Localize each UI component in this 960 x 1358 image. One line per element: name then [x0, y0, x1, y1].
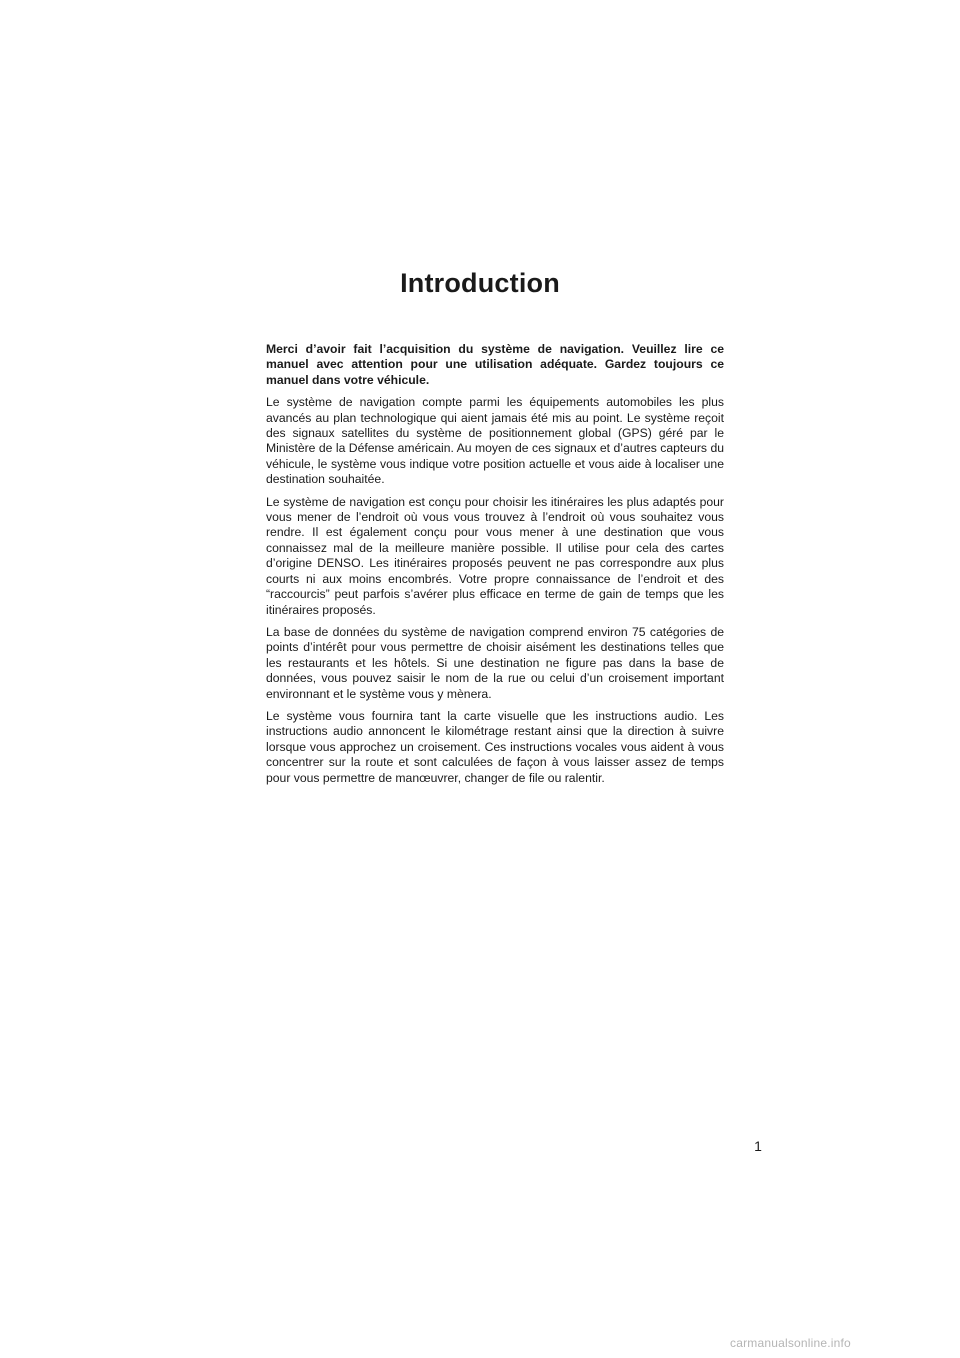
paragraph-gps: Le système de navigation compte parmi les équipements automobiles les plus avancés au plan technologique qui aient jamais été mis au point. Le système reçoit des signaux satellites du système de positionnement global (GPS) géré par le Ministère de la Défense américain. Au moyen de ces signaux et d’autres capteurs du véhicule, le système vous indique votre position actuelle et vous aide à localiser une destination souhaitée. [266, 395, 724, 487]
intro-paragraph: Merci d’avoir fait l’acquisition du système de navigation. Veuillez lire ce manuel avec attention pour une utilisation adéquate. Gardez toujours ce manuel dans votre véhicule. [266, 342, 724, 387]
paragraph-routes: Le système de navigation est conçu pour choisir les itinéraires les plus adaptés pour vous mener de l’endroit où vous vous trouvez à l’endroit où vous souhaitez vous rendre. Il est également conçu pour vous mener à une destination que vous connaissez mal de la meilleure manière possible. Il utilise pour cela des cartes d’origine DENSO. Les itinéraires proposés peuvent ne pas correspondre aux plus courts ni aux moins encombrés. Votre propre connaissance de l’endroit et des “raccourcis” peut parfois s’avérer plus efficace en terme de gain de temps que les itinéraires proposés. [266, 494, 724, 617]
page-title: Introduction [400, 268, 560, 298]
page-number: 1 [754, 1138, 762, 1154]
paragraph-audio: Le système vous fournira tant la carte visuelle que les instructions audio. Les instructions audio annoncent le kilométrage restant ainsi que la direction à suivre lorsque vous approchez un croisement. Ces instructions vocales vous aident à vous concentrer sur la route et sont calculées de façon à vous laisser assez de temps pour vous permettre de manœuvrer, changer de file ou ralentir. [266, 708, 724, 785]
document-body [266, 342, 724, 793]
paragraph-database: La base de données du système de navigation comprend environ 75 catégories de points d’intérêt pour vous permettre de choisir aisément les destinations telles que les restaurants et les hôtels. Si une destination ne figure pas dans la base de données, vous pouvez saisir le nom de la rue ou celui d’un croisement important environnant et le système vous y mènera. [266, 624, 724, 701]
watermark: carmanualsonline.info [730, 1336, 851, 1350]
